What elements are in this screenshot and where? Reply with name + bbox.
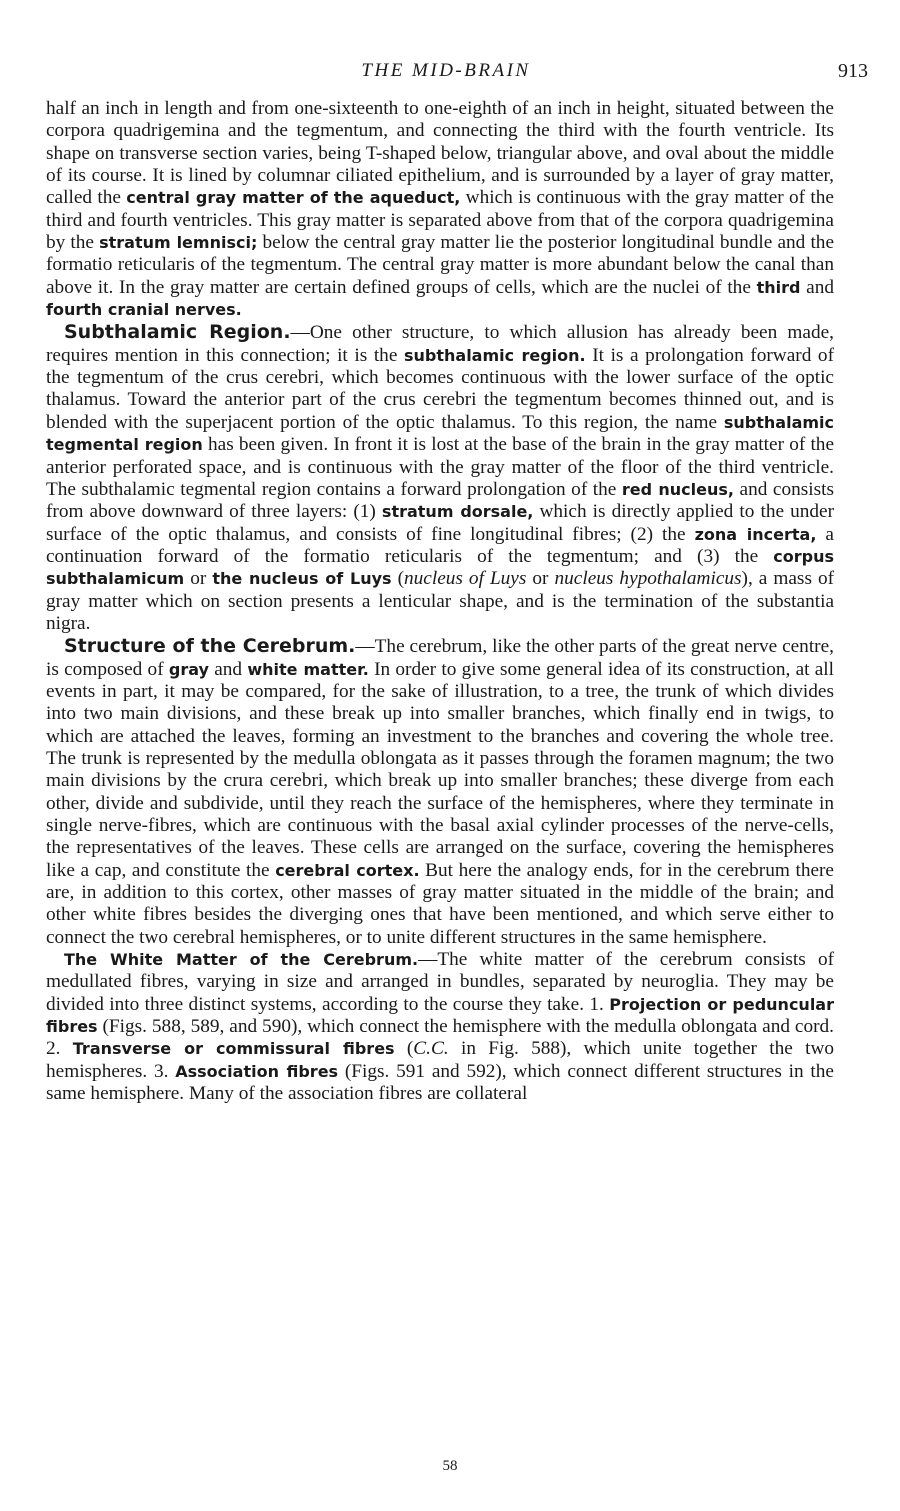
text-run: —The white matter of the cerebrum consists of medullated fibres, varying in size and arranged in bundles, separated by neuroglia. They may be divided into three distinct systems, according to the course they take. 1.: [46, 949, 835, 1015]
text-run: ), a mass of gray matter which on section presents a lenticular shape, and is the termination of the substantia nigra.: [46, 568, 835, 634]
section-heading-structure-of-cerebrum: Structure of the Cerebrum.: [64, 635, 356, 658]
signature-mark: 58: [442, 1458, 458, 1474]
section-heading-subthalamic-region: Subthalamic Region.: [64, 321, 291, 344]
page-body: [46, 98, 834, 1105]
paragraph-subthalamic-region: [46, 321, 834, 635]
text-run: —One other structure, to which allusion has already been made, requires mention in this connection; it is the: [46, 322, 834, 366]
text-run: in Fig. 588), which unite together the two hemispheres. 3.: [46, 1038, 835, 1082]
text-run: below the central gray matter lie the posterior longitudinal bundle and the formatio reticularis of the tegmentum. The central gray matter is more abundant below the canal than above it. In the gray matter are certain defined groups of cells, which are the nuclei of the: [46, 232, 834, 298]
paragraph-aqueduct: [46, 98, 834, 321]
text-run: (Figs. 591 and 592), which connect different structures in the same hemisphere. Many of the association fibres are collateral: [46, 1060, 834, 1105]
text-run: or: [184, 568, 213, 590]
text-run: and: [800, 276, 834, 298]
term-central-gray-matter: central gray matter of the aqueduct,: [126, 188, 461, 208]
text-run: has been given. In front it is lost at the base of the brain in the gray matter of the anterior perforated space, and is continuous with the gray matter of the floor of the third ventricle. The subthalamic tegmental region contains a forward prolongation of the: [46, 434, 835, 500]
term-commissural-fibres: Transverse or commissural fibres: [72, 1039, 395, 1059]
term-projection-fibres: Projection or peduncular fibres: [46, 994, 834, 1037]
text-run: which is directly applied to the under surface of the optic thalamus, and consists of fine longitudinal fibres; (2) the: [46, 501, 834, 545]
text-run: which is continuous with the gray matter of the third and fourth ventricles. This gray matter is separated above from that of the corpora quadrigemina by the: [46, 187, 834, 254]
term-white-matter: white matter.: [247, 659, 369, 679]
text-run: It is a prolongation forward of the tegmentum of the crus cerebri, which becomes continuous with the lower surface of the optic thalamus. Toward the anterior part of the crus cerebri the tegmentum becomes thinned out, and is blended with the superjacent portion of the optic thalamus. To this region, the name: [46, 344, 834, 433]
text-run: (: [394, 1038, 414, 1060]
term-cerebral-cortex: cerebral cortex.: [275, 860, 420, 880]
term-corpus-subthalamicum: corpus subthalamicum: [46, 546, 834, 589]
text-run: half an inch in length and from one-sixteenth to one-eighth of an inch in height, situated between the corpora quadrigemina and the tegmentum, and connecting the third with the fourth ventricle. Its shape on transverse section varies, being T-shaped below, triangular above, and oval about the middle of its course. It is lined by columnar ciliated epithelium, and is surrounded by a layer of gray matter, called the: [46, 98, 834, 209]
text-run: (Figs. 588, 589, and 590), which connect the hemisphere with the medulla oblongata and cord. 2.: [46, 1016, 834, 1060]
text-run: a continuation forward of the formatio reticularis of the tegmentum; and (3) the: [46, 523, 834, 567]
term-subthalamic-region: subthalamic region.: [403, 345, 586, 365]
term-gray: gray: [168, 659, 209, 679]
italic-nucleus-hypothalamicus: nucleus hypothalamicus: [554, 568, 742, 590]
term-fourth-cranial-nerves: fourth cranial nerves.: [46, 300, 242, 320]
page-number: 913: [838, 60, 868, 82]
paragraph-white-matter: [46, 949, 834, 1105]
paragraph-structure-of-cerebrum: [46, 635, 834, 949]
term-association-fibres: Association fibres: [175, 1061, 339, 1081]
text-run: and consists from above downward of three layers: (1): [46, 478, 835, 523]
term-zona-incerta: zona incerta,: [694, 524, 817, 544]
term-stratum-dorsale: stratum dorsale,: [381, 502, 534, 522]
text-run: or: [526, 568, 555, 590]
page-header: [46, 60, 868, 90]
term-subthalamic-tegmental-region: subthalamic tegmental region: [46, 412, 834, 455]
term-stratum-lemnisci: stratum lemnisci;: [99, 233, 258, 253]
section-heading-white-matter: The White Matter of the Cerebrum.: [64, 950, 419, 970]
term-red-nucleus: red nucleus,: [621, 479, 734, 499]
italic-cc: C.C.: [413, 1038, 449, 1060]
term-nucleus-of-luys: the nucleus of Luys: [212, 569, 392, 589]
italic-nucleus-of-luys: nucleus of Luys: [404, 568, 527, 590]
running-title: THE MID-BRAIN: [361, 60, 531, 81]
text-run: —The cerebrum, like the other parts of the great nerve centre, is composed of: [46, 636, 834, 680]
text-run: (: [391, 568, 404, 590]
term-third: third: [756, 277, 801, 297]
text-run: But here the analogy ends, for in the cerebrum there are, in addition to this cortex, other masses of gray matter situated in the middle of the brain; and other white fibres besides the diverging ones that have been mentioned, and which serve either to connect the two cerebral hemispheres, or to unite different structures in the same hemisphere.: [46, 859, 834, 948]
text-run: and: [208, 658, 248, 680]
text-run: In order to give some general idea of its construction, at all events in part, it may be compared, for the sake of illustration, to a tree, the trunk of which divides into two main divisions, and these break up into smaller branches, which finally end in twigs, to which are attached the leaves, forming an investment to the branches and covering the whole tree. The trunk is represented by the medulla oblongata as it passes through the foramen magnum; the two main divisions by the crura cerebri, which break up into smaller branches; these diverge from each other, divide and subdivide, until they reach the surface of the hemispheres, where they terminate in single nerve-fibres, which are continuous with the basal axial cylinder processes of the nerve-cells, the representatives of the leaves. These cells are arranged on the surface, covering the hemispheres like a cap, and constitute the: [46, 658, 835, 881]
